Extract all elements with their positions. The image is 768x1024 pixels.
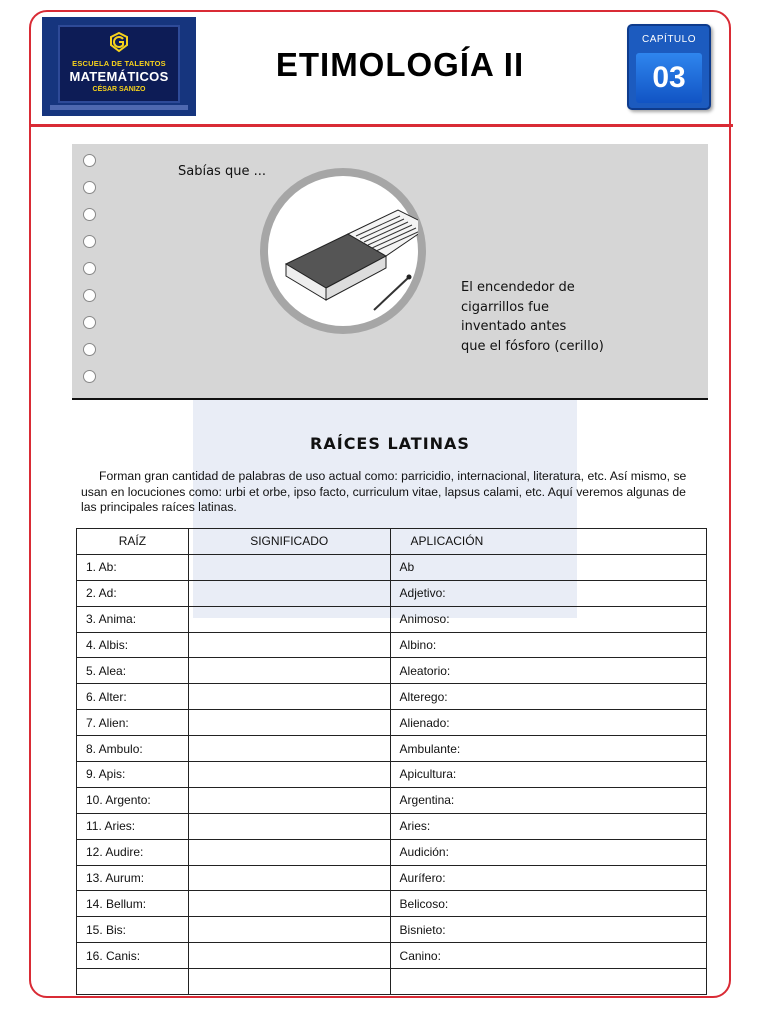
root-cell: 16. Canis: — [77, 943, 189, 969]
meaning-cell[interactable] — [188, 943, 390, 969]
table-header-row — [77, 529, 707, 555]
binder-ring — [83, 370, 96, 383]
application-cell[interactable]: Canino: — [390, 943, 706, 969]
meaning-cell[interactable] — [188, 969, 390, 995]
chapter-badge — [627, 24, 711, 110]
table-row — [77, 554, 707, 580]
root-cell: 8. Ambulo: — [77, 736, 189, 762]
table-row — [77, 606, 707, 632]
root-cell: 15. Bis: — [77, 917, 189, 943]
application-cell[interactable]: Aries: — [390, 813, 706, 839]
application-cell[interactable]: Belicoso: — [390, 891, 706, 917]
binder-ring — [83, 181, 96, 194]
logo-line-3: CÉSAR SANIZO — [92, 86, 146, 93]
page-title: ETIMOLOGÍA II — [275, 46, 525, 83]
root-cell: 2. Ad: — [77, 580, 189, 606]
meaning-cell[interactable] — [188, 658, 390, 684]
application-cell[interactable]: Audición: — [390, 839, 706, 865]
column-header-root: RAÍZ — [77, 529, 189, 555]
table-row — [77, 736, 707, 762]
meaning-cell[interactable] — [188, 787, 390, 813]
binder-ring — [83, 154, 96, 167]
root-cell: 5. Alea: — [77, 658, 189, 684]
meaning-cell[interactable] — [188, 891, 390, 917]
application-cell[interactable]: Aurífero: — [390, 865, 706, 891]
table-row — [77, 813, 707, 839]
application-cell[interactable]: Albino: — [390, 632, 706, 658]
application-cell[interactable]: Apicultura: — [390, 762, 706, 788]
meaning-cell[interactable] — [188, 865, 390, 891]
logo-line-1: ESCUELA DE TALENTOS — [72, 59, 166, 68]
chapter-label: CAPÍTULO — [641, 34, 696, 45]
application-cell[interactable]: Ambulante: — [390, 736, 706, 762]
binder-ring — [83, 289, 96, 302]
meaning-cell[interactable] — [188, 813, 390, 839]
header-divider — [29, 124, 733, 127]
root-cell: 13. Aurum: — [77, 865, 189, 891]
chapter-number: 03 — [636, 53, 702, 103]
application-cell[interactable]: Argentina: — [390, 787, 706, 813]
root-cell: 12. Audire: — [77, 839, 189, 865]
application-cell[interactable]: Aleatorio: — [390, 658, 706, 684]
illustration-frame — [260, 168, 426, 334]
root-cell: 4. Albis: — [77, 632, 189, 658]
table-row — [77, 787, 707, 813]
logo-line-2: MATEMÁTICOS — [69, 69, 169, 84]
meaning-cell[interactable] — [188, 839, 390, 865]
root-cell: 14. Bellum: — [77, 891, 189, 917]
meaning-cell[interactable] — [188, 710, 390, 736]
binder-ring — [83, 316, 96, 329]
table-body — [77, 554, 707, 994]
binder-ring — [83, 343, 96, 356]
table-row — [77, 762, 707, 788]
application-cell[interactable]: Animoso: — [390, 606, 706, 632]
application-cell[interactable]: Adjetivo: — [390, 580, 706, 606]
table-row — [77, 917, 707, 943]
meaning-cell[interactable] — [188, 554, 390, 580]
did-you-know-box — [72, 144, 708, 400]
application-cell[interactable]: Bisnieto: — [390, 917, 706, 943]
logo-stand — [50, 105, 188, 110]
application-cell[interactable]: Ab — [390, 554, 706, 580]
root-cell: 7. Alien: — [77, 710, 189, 736]
table-row — [77, 658, 707, 684]
did-you-know-fact: El encendedor de cigarrillos fue inventado antes que el fósforo (cerillo) — [461, 280, 604, 354]
application-cell[interactable] — [390, 969, 706, 995]
root-cell: 11. Aries: — [77, 813, 189, 839]
table-row — [77, 969, 707, 995]
table-row — [77, 684, 707, 710]
meaning-cell[interactable] — [188, 736, 390, 762]
root-cell: 3. Anima: — [77, 606, 189, 632]
root-cell: 1. Ab: — [77, 554, 189, 580]
did-you-know-heading: Sabías que ... — [178, 164, 266, 179]
root-cell: 9. Apis: — [77, 762, 189, 788]
root-cell: 6. Alter: — [77, 684, 189, 710]
intro-paragraph: Forman gran cantidad de palabras de uso actual como: parricidio, internacional, literatura, etc. Así mismo, se usan en locuciones como: urbi et orbe, ipso facto, curriculum vitae, lapsus calami, etc. Aquí veremos algunas de las principales raíces latinas. — [81, 469, 687, 514]
meaning-cell[interactable] — [188, 632, 390, 658]
table-row — [77, 710, 707, 736]
meaning-cell[interactable] — [188, 606, 390, 632]
binder-ring — [83, 235, 96, 248]
column-header-meaning: SIGNIFICADO — [188, 529, 390, 555]
section-title: RAÍCES LATINAS — [310, 434, 470, 453]
meaning-cell[interactable] — [188, 684, 390, 710]
table-row — [77, 632, 707, 658]
table-row — [77, 891, 707, 917]
binder-ring — [83, 208, 96, 221]
application-cell[interactable]: Alterego: — [390, 684, 706, 710]
table-row — [77, 943, 707, 969]
root-cell — [77, 969, 189, 995]
application-cell[interactable]: Alienado: — [390, 710, 706, 736]
meaning-cell[interactable] — [188, 580, 390, 606]
matchbox-icon — [268, 176, 418, 326]
meaning-cell[interactable] — [188, 917, 390, 943]
meaning-cell[interactable] — [188, 762, 390, 788]
column-header-application: APLICACIÓN — [390, 529, 706, 555]
table-row — [77, 865, 707, 891]
root-cell: 10. Argento: — [77, 787, 189, 813]
table-row — [77, 580, 707, 606]
table-row — [77, 839, 707, 865]
latin-roots-table — [76, 528, 707, 995]
binder-ring — [83, 262, 96, 275]
